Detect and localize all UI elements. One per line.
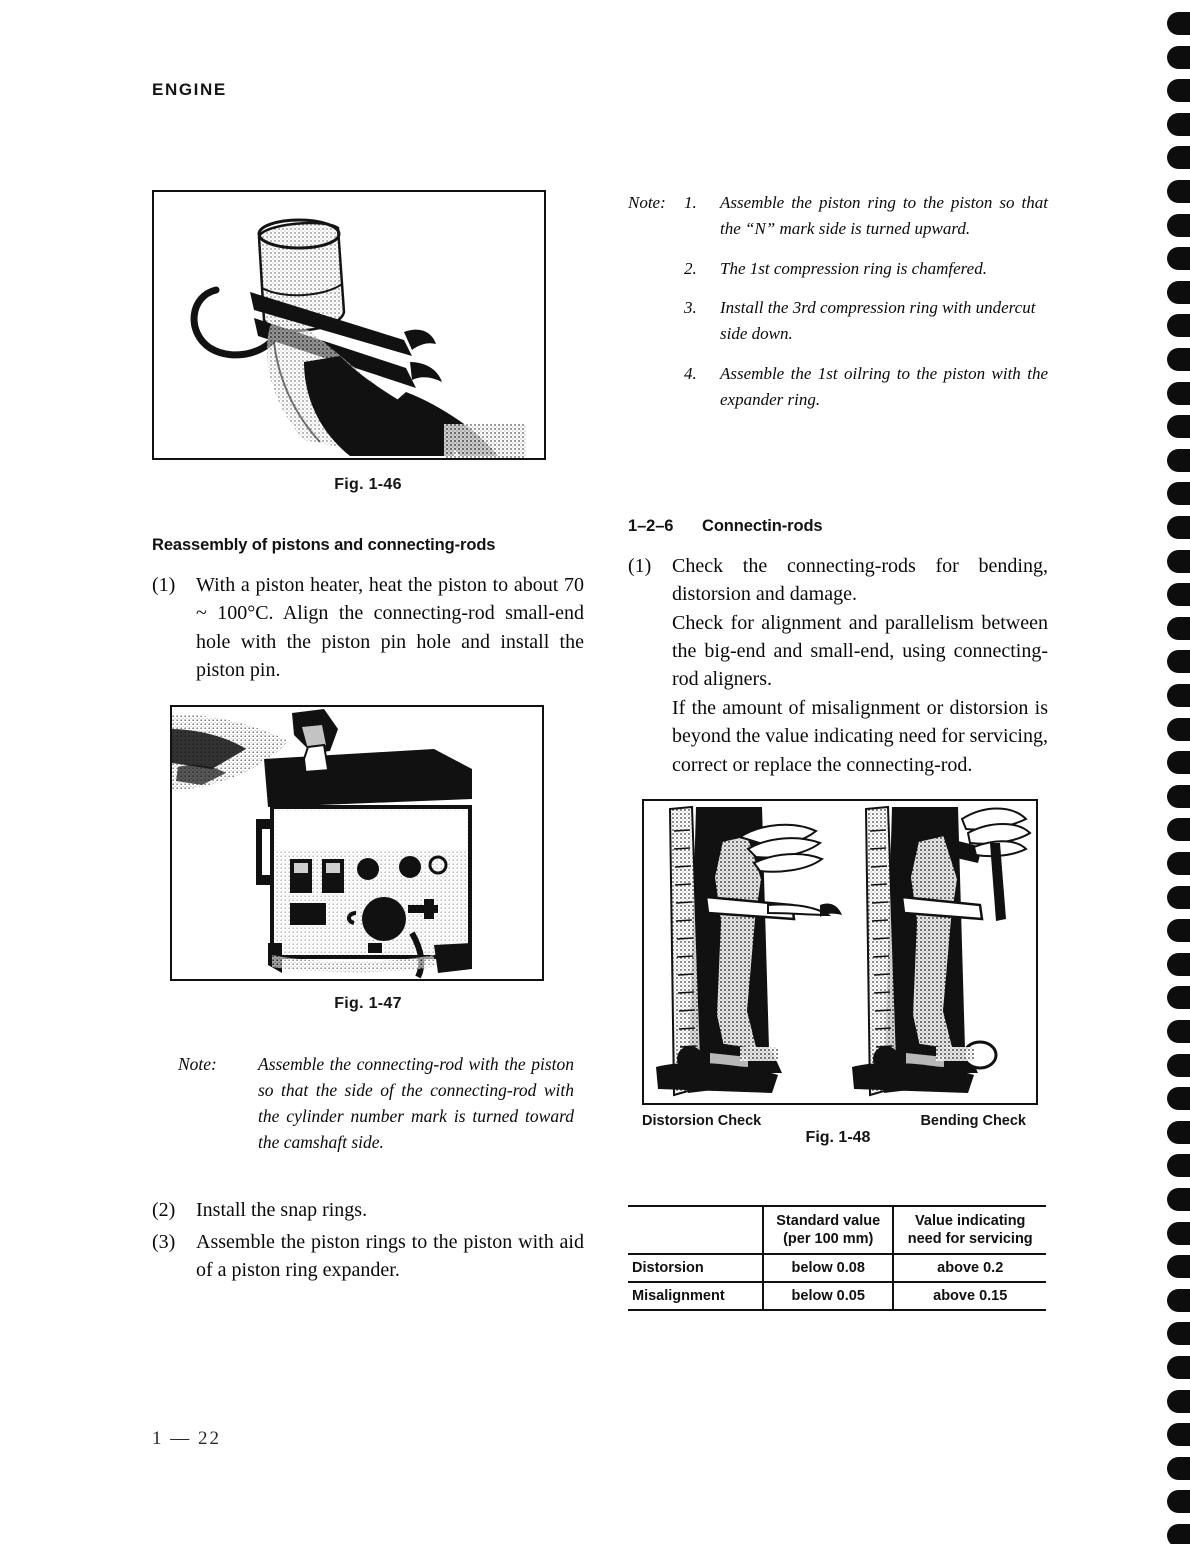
- binding-hole: [1167, 1356, 1190, 1379]
- left-step-1-marker: (1): [152, 574, 176, 596]
- binding-hole: [1167, 146, 1190, 169]
- table-header-standard-line1: Standard value: [776, 1212, 881, 1229]
- table-cell-misalignment-standard: below 0.05: [763, 1282, 893, 1310]
- binding-hole: [1167, 1423, 1190, 1446]
- table-row: [628, 1282, 1046, 1310]
- binding-hole: [1167, 1054, 1190, 1077]
- figure-1-48-caption: Fig. 1-48: [805, 1128, 871, 1146]
- top-note-item-number: 1.: [684, 193, 697, 212]
- left-step-2-marker: (2): [152, 1198, 176, 1221]
- table-cell-distorsion-servicing: above 0.2: [893, 1254, 1046, 1282]
- binding-hole: [1167, 650, 1190, 673]
- top-note-item-text: Install the 3rd compression ring with undercut side down.: [720, 298, 1036, 344]
- binding-hole: [1167, 180, 1190, 203]
- binding-hole: [1167, 1020, 1190, 1043]
- top-note-item-number: 4.: [684, 364, 697, 384]
- top-note-item: [684, 361, 1048, 413]
- table-corner-cell: [628, 1206, 763, 1254]
- binding-hole: [1167, 617, 1190, 640]
- binding-hole: [1167, 919, 1190, 942]
- binding-hole: [1167, 348, 1190, 371]
- left-section-heading: Reassembly of pistons and connecting-rods: [152, 536, 496, 554]
- binding-hole: [1167, 1322, 1190, 1345]
- figure-1-48: [642, 799, 1038, 1105]
- binding-hole: [1167, 314, 1190, 337]
- top-note-label: Note:: [628, 193, 666, 212]
- binding-hole: [1167, 1457, 1190, 1480]
- left-step-3-text: Assemble the piston rings to the piston with aid of a piston ring expander.: [196, 1230, 584, 1282]
- connecting-rod-spec-table: [628, 1205, 1046, 1311]
- top-note-item-number: 2.: [684, 258, 697, 278]
- piston-heater-photo: [172, 707, 542, 979]
- binding-hole: [1167, 1121, 1190, 1144]
- table-cell-misalignment-servicing: above 0.15: [893, 1282, 1046, 1310]
- binding-hole: [1167, 886, 1190, 909]
- left-step-2-text: Install the snap rings.: [196, 1198, 368, 1221]
- figure-1-48-label-group: [628, 1111, 1048, 1157]
- binding-hole: [1167, 214, 1190, 237]
- binding-hole: [1167, 1524, 1190, 1544]
- table-row-label-distorsion: Distorsion: [628, 1254, 763, 1282]
- right-step-1-para-1: Check the connecting-rods for bending, distorsion and damage.: [672, 554, 1048, 606]
- right-step-1: [628, 552, 1048, 779]
- binding-hole: [1167, 516, 1190, 539]
- binding-hole: [1167, 113, 1190, 136]
- figure-1-48-label-right: Bending Check: [920, 1112, 1026, 1129]
- binding-hole: [1167, 953, 1190, 976]
- binding-hole: [1167, 415, 1190, 438]
- top-note-item: [684, 295, 1048, 347]
- right-section-number: 1–2–6: [628, 516, 674, 535]
- piston-ring-expander-photo: [154, 192, 544, 458]
- left-note: [178, 1051, 574, 1156]
- table-row: [628, 1254, 1046, 1282]
- top-note-block: [628, 190, 1048, 413]
- binding-hole: [1167, 684, 1190, 707]
- table-header-row: [628, 1206, 1046, 1254]
- table-cell-distorsion-standard: below 0.08: [763, 1254, 893, 1282]
- left-column: [152, 190, 584, 1285]
- left-step-2: [152, 1196, 584, 1224]
- right-step-1-para-3: If the amount of misalignment or distorsion is beyond the value indicating need for servicing, correct or replace the connecting-rod.: [672, 696, 1048, 776]
- right-section-title: Connectin-rods: [702, 516, 823, 535]
- binding-hole: [1167, 852, 1190, 875]
- table-row-label-misalignment: Misalignment: [628, 1282, 763, 1310]
- right-step-1-marker: (1): [628, 554, 652, 577]
- table-header-servicing-line1: Value indicating: [915, 1212, 1026, 1229]
- binding-hole: [1167, 751, 1190, 774]
- table-header-servicing-line2: need for servicing: [907, 1231, 1033, 1248]
- figure-1-46-caption: Fig. 1-46: [334, 476, 402, 493]
- binding-hole: [1167, 12, 1190, 35]
- page-number: 1 — 22: [152, 1428, 221, 1449]
- right-section-heading: [628, 517, 1048, 536]
- binding-hole: [1167, 583, 1190, 606]
- figure-1-47: [170, 705, 544, 981]
- left-step-1-text: With a piston heater, heat the piston to about 70 ~ 100°C. Align the connecting-rod small-end hole with the piston pin hole and install the piston pin.: [196, 574, 584, 682]
- binding-hole: [1167, 550, 1190, 573]
- binding-hole: [1167, 818, 1190, 841]
- left-note-label: Note:: [178, 1053, 217, 1074]
- binding-hole: [1167, 1188, 1190, 1211]
- binding-hole: [1167, 1289, 1190, 1312]
- top-note-item-number: 3.: [684, 298, 697, 318]
- binding-hole: [1167, 1087, 1190, 1110]
- spiral-binding-strip: [1138, 0, 1190, 1544]
- top-note-item-text: Assemble the 1st oilring to the piston with the expander ring.: [720, 364, 1048, 409]
- binding-hole: [1167, 1255, 1190, 1278]
- top-note-item: [684, 256, 1048, 282]
- table-header-standard-value: [763, 1206, 893, 1254]
- binding-hole: [1167, 1490, 1190, 1513]
- binding-hole: [1167, 46, 1190, 69]
- left-step-1: [152, 571, 584, 685]
- left-step-3: [152, 1228, 584, 1285]
- binding-hole: [1167, 785, 1190, 808]
- binding-hole: [1167, 718, 1190, 741]
- right-column: [628, 190, 1048, 1311]
- connecting-rod-aligner-photo: [644, 801, 1036, 1103]
- right-step-1-para-2: Check for alignment and parallelism between the big-end and small-end, using connecting-rod aligners.: [672, 611, 1048, 691]
- binding-hole: [1167, 382, 1190, 405]
- binding-hole: [1167, 1390, 1190, 1413]
- top-note-item-text: The 1st compression ring is chamfered.: [720, 258, 987, 278]
- figure-1-47-caption: Fig. 1-47: [334, 994, 402, 1012]
- binding-hole: [1167, 449, 1190, 472]
- table-header-standard-line2: (per 100 mm): [783, 1231, 874, 1248]
- page-running-head: ENGINE: [152, 80, 227, 99]
- left-step-3-marker: (3): [152, 1230, 176, 1253]
- top-note-item: [684, 190, 1048, 242]
- top-note-item-text: Assemble the piston ring to the piston so that the “N” mark side is turned upward.: [720, 193, 1048, 238]
- left-note-text: Assemble the connecting-rod with the piston so that the side of the connecting-rod with the cylinder number mark is turned toward the camshaft side.: [258, 1053, 574, 1153]
- table-header-servicing-value: [893, 1206, 1046, 1254]
- figure-1-48-label-left: Distorsion Check: [642, 1112, 762, 1129]
- binding-hole: [1167, 1222, 1190, 1245]
- binding-hole: [1167, 281, 1190, 304]
- binding-hole: [1167, 482, 1190, 505]
- figure-1-46: [152, 190, 546, 460]
- binding-hole: [1167, 79, 1190, 102]
- binding-hole: [1167, 986, 1190, 1009]
- binding-hole: [1167, 247, 1190, 270]
- binding-hole: [1167, 1154, 1190, 1177]
